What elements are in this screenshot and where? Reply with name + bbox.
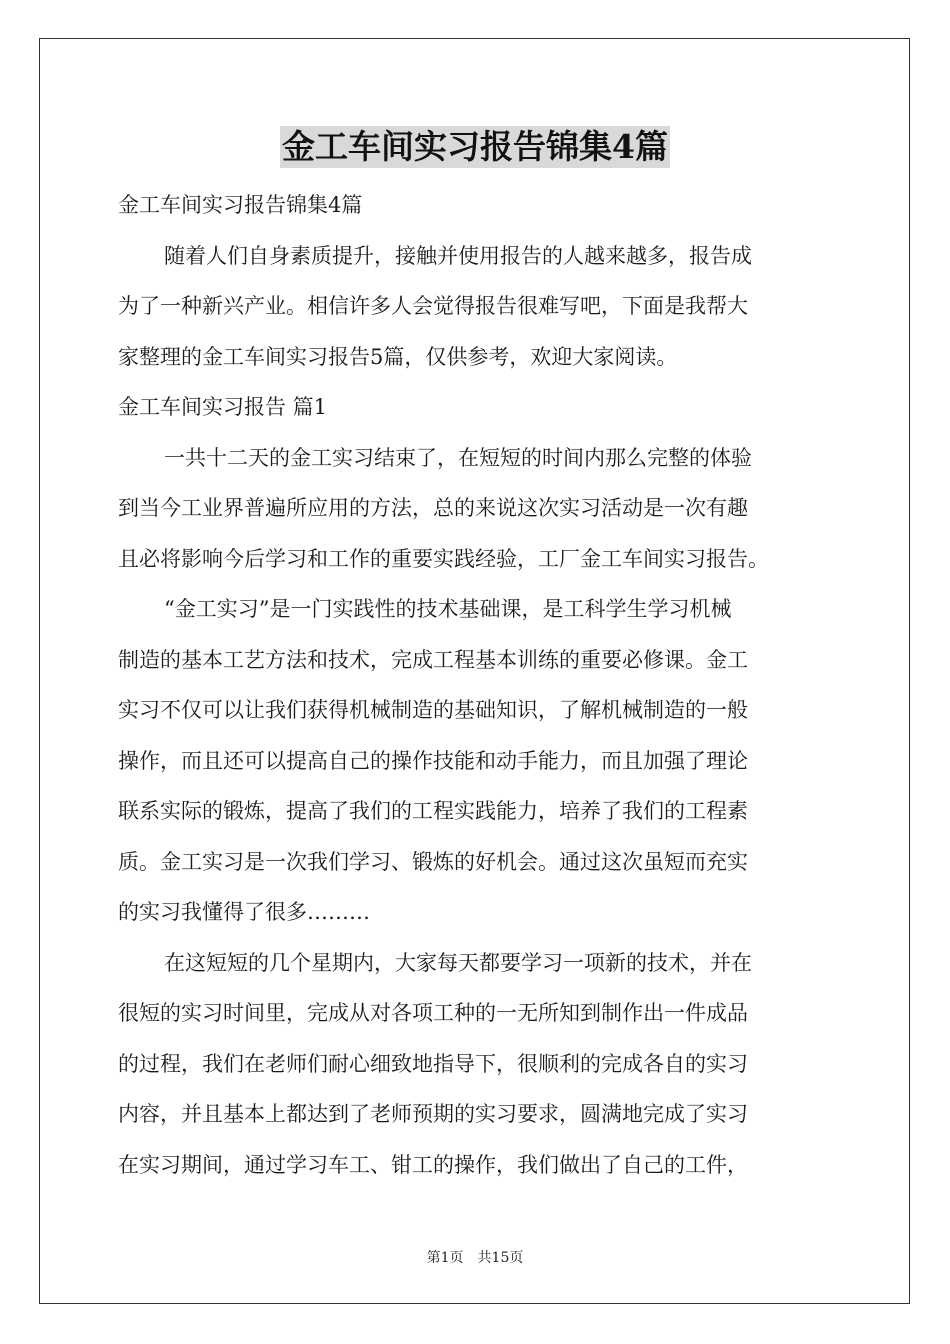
text-line: 家整理的金工车间实习报告5篇，仅供参考，欢迎大家阅读。 xyxy=(118,344,678,369)
text-line: 的过程，我们在老师们耐心细致地指导下，很顺利的完成各自的实习 xyxy=(118,1051,748,1076)
text-line: 实习不仅可以让我们获得机械制造的基础知识，了解机械制造的一般 xyxy=(118,698,748,722)
document-body xyxy=(118,180,834,1190)
text-line: 金工车间实习报告 篇1 xyxy=(118,395,328,419)
page-total: 共15页 xyxy=(477,1250,524,1266)
text-line: 一共十二天的金工实习结束了，在短短的时间内那么完整的体验 xyxy=(164,445,752,470)
document-title: 金工车间实习报告锦集4篇 xyxy=(282,127,668,166)
text-line: 在实习期间，通过学习车工、钳工的操作，我们做出了自己的工件， xyxy=(118,1152,748,1177)
text-line: 为了一种新兴产业。相信许多人会觉得报告很难写吧，下面是我帮大 xyxy=(118,294,748,318)
text-line: “金工实习”是一门实践性的技术基础课，是工科学生学习机械 xyxy=(164,597,732,621)
text-line: 的实习我懂得了很多……… xyxy=(118,900,370,924)
text-line: 联系实际的锻炼，提高了我们的工程实践能力，培养了我们的工程素 xyxy=(118,799,748,823)
page-number: 第1页 xyxy=(426,1250,464,1266)
text-line: 在这短短的几个星期内，大家每天都要学习一项新的技术，并在 xyxy=(164,950,752,975)
text-line: 制造的基本工艺方法和技术，完成工程基本训练的重要必修课。金工 xyxy=(118,647,748,672)
text-line: 且必将影响今后学习和工作的重要实践经验，工厂金工车间实习报告。 xyxy=(118,546,769,571)
page-footer xyxy=(0,1247,950,1267)
text-line: 到当今工业界普遍所应用的方法，总的来说这次实习活动是一次有趣 xyxy=(118,496,748,520)
text-line: 金工车间实习报告锦集4篇 xyxy=(118,193,363,217)
text-line: 操作，而且还可以提高自己的操作技能和动手能力，而且加强了理论 xyxy=(118,748,748,773)
text-line: 内容，并且基本上都达到了老师预期的实习要求，圆满地完成了实习 xyxy=(118,1102,748,1126)
title-container xyxy=(0,126,950,168)
text-line: 随着人们自身素质提升，接触并使用报告的人越来越多，报告成 xyxy=(164,243,752,268)
text-line: 很短的实习时间里，完成从对各项工种的一无所知到制作出一件成品 xyxy=(118,1001,748,1025)
text-line: 质。金工实习是一次我们学习、锻炼的好机会。通过这次虽短而充实 xyxy=(118,849,748,874)
